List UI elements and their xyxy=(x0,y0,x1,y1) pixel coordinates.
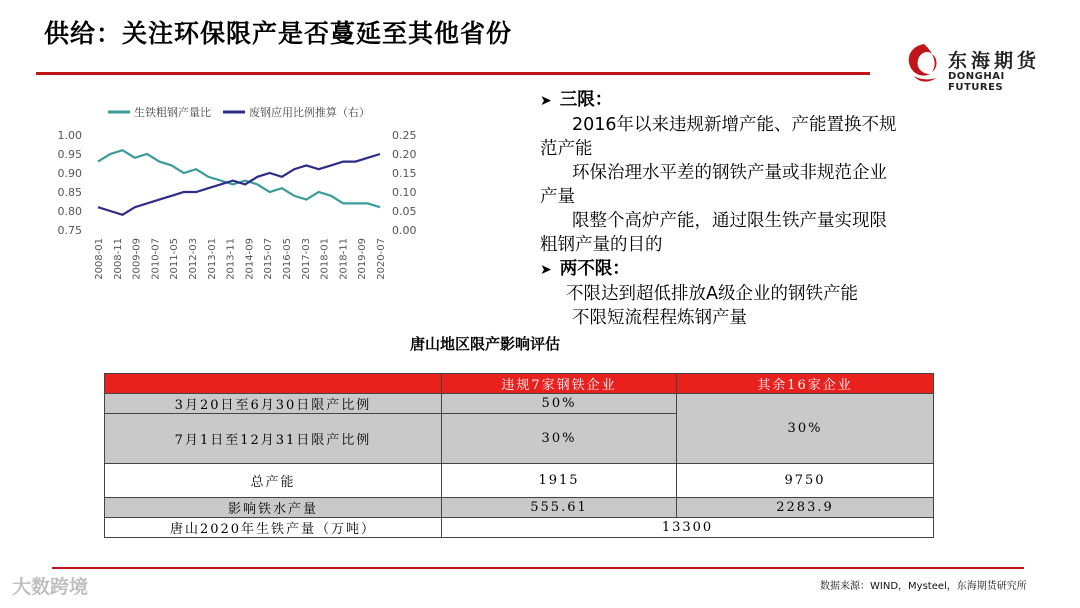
table-row xyxy=(105,394,934,414)
y-left-tick-label: 0.90 xyxy=(57,167,82,180)
bullet-text: 粗钢产量的目的 xyxy=(540,235,663,255)
legend-label: 废钢应用比例推算（右） xyxy=(249,106,370,119)
x-tick-label: 2016-05 xyxy=(282,238,293,280)
y-right-tick-label: 0.00 xyxy=(392,224,417,237)
x-tick-label: 2015-07 xyxy=(263,238,275,280)
footer-divider xyxy=(52,567,1024,569)
bullet-text: 不限短流程程炼钢产量 xyxy=(572,308,747,328)
logo-chinese-name: 东海期货 xyxy=(948,50,1041,72)
row-value: 555.61 xyxy=(442,498,677,518)
bullet-text: 限整个高炉产能，通过限生铁产量实现限 xyxy=(572,211,887,231)
bullet-heading-two-nolimits: ➤ 两不限： xyxy=(540,259,630,279)
row-value: 13300 xyxy=(442,518,934,538)
header-col2: 其余16家企业 xyxy=(677,374,934,394)
x-tick-label: 2011-05 xyxy=(169,238,181,280)
row-label: 影响铁水产量 xyxy=(105,498,442,518)
x-tick-label: 2013-11 xyxy=(225,238,237,280)
triangle-bullet-icon: ➤ xyxy=(540,262,552,278)
bullet-text: 范产能 xyxy=(540,139,593,159)
x-tick-label: 2020-07 xyxy=(376,238,387,280)
logo-english-name: DONGHAI FUTURES xyxy=(948,71,1005,93)
x-tick-label: 2017-03 xyxy=(300,237,312,280)
x-tick-label: 2008-11 xyxy=(112,238,124,280)
row-value: 50% xyxy=(442,394,677,414)
y-left-tick-label: 1.00 xyxy=(57,129,82,142)
company-logo xyxy=(902,40,1062,93)
bullet-text: 环保治理水平差的钢铁产量或非规范企业 xyxy=(572,163,887,183)
x-tick-label: 2013-01 xyxy=(206,238,218,280)
row-label: 7月1日至12月31日限产比例 xyxy=(105,414,442,464)
x-tick-label: 2019-09 xyxy=(357,238,369,280)
table-header-row xyxy=(105,374,934,394)
row-value: 2283.9 xyxy=(677,498,934,518)
table-title: 唐山地区限产影响评估 xyxy=(410,335,561,353)
table-row xyxy=(105,518,934,538)
ratio-line-chart xyxy=(57,95,430,295)
legend-label: 生铁粗钢产量比 xyxy=(134,106,211,119)
y-left-tick-label: 0.75 xyxy=(57,224,82,237)
bullet-heading-three-limits: ➤ 三限： xyxy=(540,90,613,110)
y-left-tick-label: 0.85 xyxy=(57,186,82,199)
y-right-tick-label: 0.10 xyxy=(392,186,417,199)
x-tick-label: 2014-09 xyxy=(244,238,256,280)
bullet-text: 产量 xyxy=(540,187,575,207)
y-left-tick-label: 0.95 xyxy=(57,148,82,161)
y-right-tick-label: 0.05 xyxy=(392,205,417,218)
row-label: 总产能 xyxy=(105,464,442,498)
row-value: 30% xyxy=(677,394,934,464)
header-col1: 违规7家钢铁企业 xyxy=(442,374,677,394)
y-right-tick-label: 0.20 xyxy=(392,148,417,161)
title-divider xyxy=(36,72,870,75)
series-line xyxy=(98,154,380,215)
series-line xyxy=(98,150,380,207)
table-row xyxy=(105,498,934,518)
y-right-tick-label: 0.25 xyxy=(392,129,417,142)
bullet-list xyxy=(540,88,960,330)
row-value: 30% xyxy=(442,414,677,464)
row-label: 唐山2020年生铁产量（万吨） xyxy=(105,518,442,538)
y-left-tick-label: 0.80 xyxy=(57,205,82,218)
row-label: 3月20日至6月30日限产比例 xyxy=(105,394,442,414)
header-blank xyxy=(105,374,442,394)
page-title: 供给：关注环保限产是否蔓延至其他省份 xyxy=(44,19,513,48)
row-value: 9750 xyxy=(677,464,934,498)
data-source: 数据来源：WIND，Mysteel，东海期货研究所 xyxy=(820,581,1027,592)
table-row xyxy=(105,464,934,498)
row-value: 1915 xyxy=(442,464,677,498)
x-tick-label: 2018-01 xyxy=(319,238,331,280)
x-tick-label: 2018-11 xyxy=(338,238,350,280)
y-right-tick-label: 0.15 xyxy=(392,167,417,180)
dragon-logo-icon xyxy=(902,40,946,86)
x-tick-label: 2008-01 xyxy=(94,238,105,280)
x-tick-label: 2010-07 xyxy=(150,238,162,280)
x-tick-label: 2009-09 xyxy=(131,238,143,280)
x-tick-label: 2012-03 xyxy=(188,238,199,280)
production-limit-table xyxy=(104,373,934,538)
triangle-bullet-icon: ➤ xyxy=(540,93,552,109)
bullet-text: 不限达到超低排放A级企业的钢铁产能 xyxy=(566,284,858,304)
bullet-text: 2016年以来违规新增产能、产能置换不规 xyxy=(572,115,897,135)
watermark: 大数跨境 xyxy=(12,576,89,598)
